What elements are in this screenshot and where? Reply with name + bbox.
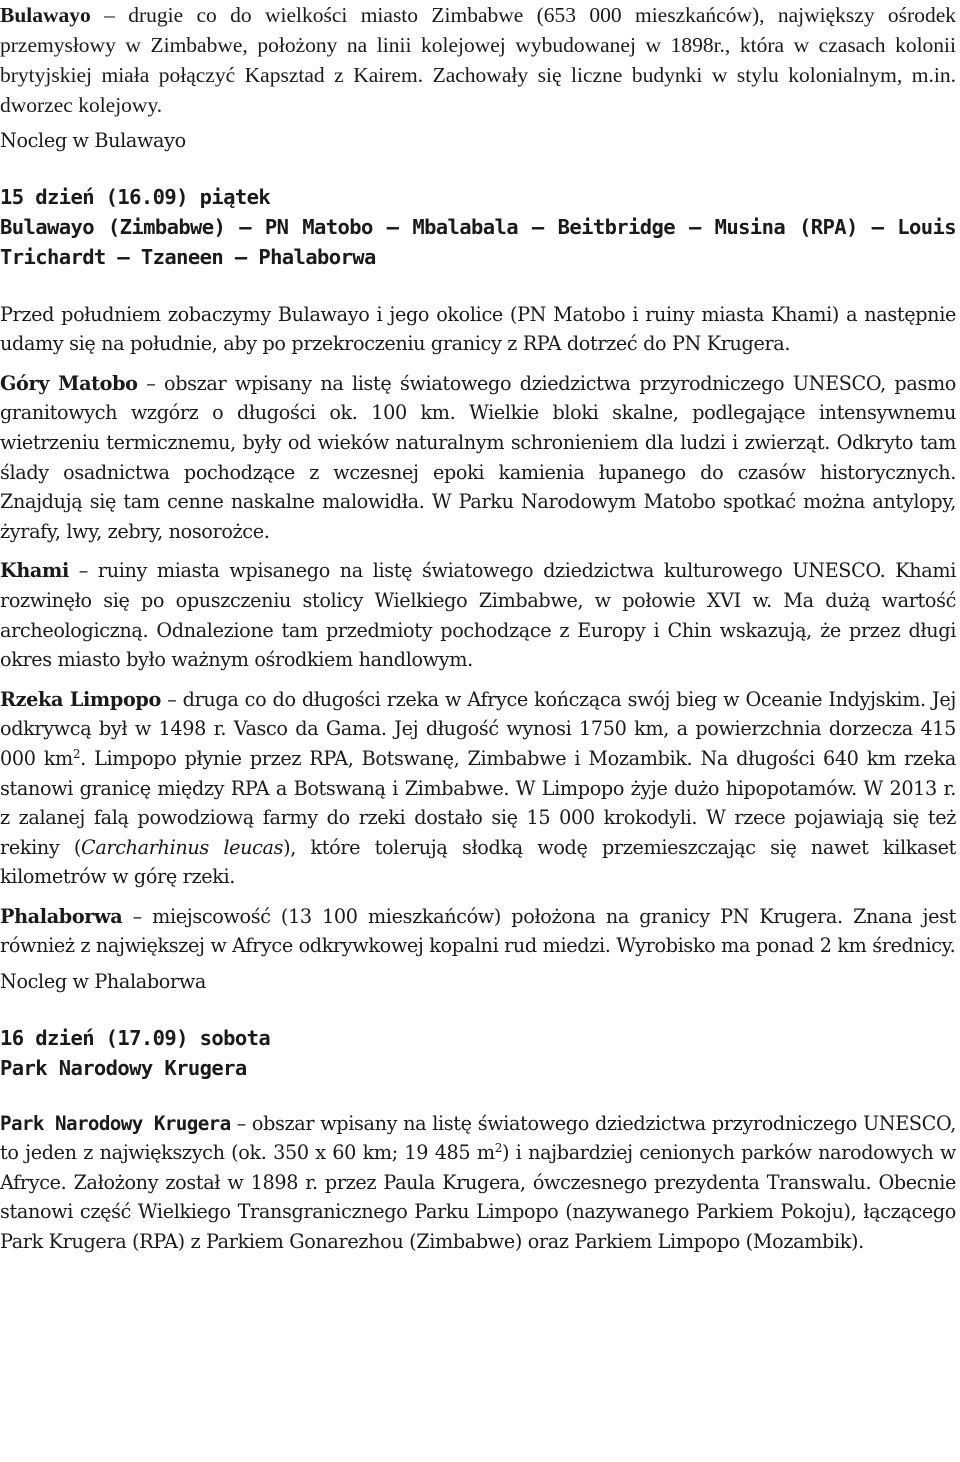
matobo-name: Góry Matobo xyxy=(0,371,138,395)
kruger-paragraph xyxy=(0,1109,956,1257)
day16-route: Park Narodowy Krugera xyxy=(0,1055,247,1080)
night-bulawayo: Nocleg w Bulawayo xyxy=(0,129,186,152)
kruger-name: Park Narodowy Krugera xyxy=(0,1111,231,1135)
phalaborwa-paragraph xyxy=(0,902,956,961)
khami-text: – ruiny miasta wpisanego na listę światowego dziedzictwa kulturowego UNESCO. Khami rozwinęło się po opuszczeniu stolicy Wielkiego Zimbabwe, w połowie XVI w. Ma dużą wartość archeologiczną. Odnalezione tam przedmioty pochodzące z Europy i Chin wskazują, że przez długi okres miasto było ważnym ośrodkiem handlowym. xyxy=(0,559,956,672)
intro-paragraph xyxy=(0,0,956,120)
limpopo-sup: 2 xyxy=(72,746,81,761)
kruger-sup: 2 xyxy=(494,1141,502,1156)
day16-title: 16 dzień (17.09) sobota xyxy=(0,1025,271,1050)
kruger-text-a: – obszar wpisany na listę światowego dziedzictwa przyrodniczego UNESCO, to jeden z największych (ok. 350 x 60 km; 19 485 m xyxy=(0,1111,956,1165)
limpopo-italic: Carcharhinus leucas xyxy=(81,835,284,859)
khami-paragraph xyxy=(0,556,956,674)
limpopo-text-b: . Limpopo płynie przez RPA, Botswanę, Zimbabwe i Mozambik. Na długości 640 km rzeka stanowi granicę między RPA a Botswaną i Zimbabwe. W Limpopo żyje dużo hipopotamów. W 2013 r. z zalanej falą powodziową farmy do rzeki dostało się 15 000 krokodyli. W rzece pojawiają się też rekiny ( xyxy=(0,746,956,859)
matobo-paragraph xyxy=(0,369,956,547)
limpopo-paragraph xyxy=(0,685,956,892)
day15-intro: Przed południem zobaczymy Bulawayo i jego okolice (PN Matobo i ruiny miasta Khami) a następnie udamy się na południe, aby po przekroczeniu granicy z RPA dotrzeć do PN Krugera. xyxy=(0,302,956,356)
matobo-text: – obszar wpisany na listę światowego dziedzictwa przyrodniczego UNESCO, pasmo granitowych wzgórz o długości ok. 100 km. Wielkie bloki skalne, podlegające intensywnemu wietrzeniu termicznemu, były od wieków naturalnym schronieniem dla ludzi i zwierząt. Odkryto tam ślady osadnictwa pochodzące z wczesnej epoki kamienia łupanego do czasów historycznych. Znajdują się tam cenne naskalne malowidła. W Parku Narodowym Matobo spotkać można antylopy, żyrafy, lwy, zebry, nosorożce. xyxy=(0,371,956,543)
intro-text: – drugie co do wielkości miasto Zimbabwe (653 000 mieszkańców), największy ośrodek przemysłowy w Zimbabwe, położony na linii kolejowej wybudowanej w 1898r., która w czasach kolonii brytyjskiej miała połączyć Kapsztad z Kairem. Zachowały się liczne budynki w stylu kolonialnym, m.in. dworzec kolejowy. xyxy=(0,3,956,117)
phalaborwa-name: Phalaborwa xyxy=(0,904,123,928)
day15-title: 15 dzień (16.09) piątek xyxy=(0,184,271,209)
kruger-text-b: ) i najbardziej cenionych parków narodowych w Afryce. Założony został w 1898 r. przez Paula Krugera, ówczesnego prezydenta Transwalu. Obecnie stanowi część Wielkiego Transgranicznego Parku Limpopo (nazywanego Parkiem Pokoju), łączącego Park Krugera (RPA) z Parkiem Gonarezhou (Zimbabwe) oraz Parkiem Limpopo (Mozambik). xyxy=(0,1141,956,1254)
limpopo-text-c: ), które tolerują słodką wodę przemieszczając się nawet kilkaset kilometrów w górę rzeki. xyxy=(0,835,956,889)
limpopo-name: Rzeka Limpopo xyxy=(0,687,161,711)
night-phalaborwa: Nocleg w Phalaborwa xyxy=(0,970,206,994)
limpopo-text-a: – druga co do długości rzeka w Afryce kończąca swój bieg w Oceanie Indyjskim. Jej odkrywcą był w 1498 r. Vasco da Gama. Jej długość wynosi 1750 km, a powierzchnia dorzecza 415 000 km xyxy=(0,687,956,770)
intro-name: Bulawayo xyxy=(0,3,91,27)
khami-name: Khami xyxy=(0,559,69,583)
day15-route: Bulawayo (Zimbabwe) – PN Matobo – Mbalabala – Beitbridge – Musina (RPA) – Louis Trichardt – Tzaneen – Phalaborwa xyxy=(0,214,956,269)
phalaborwa-text: – miejscowość (13 100 mieszkańców) położona na granicy PN Krugera. Znana jest również z największej w Afryce odkrywkowej kopalni rud miedzi. Wyrobisko ma ponad 2 km średnicy. xyxy=(0,904,956,958)
